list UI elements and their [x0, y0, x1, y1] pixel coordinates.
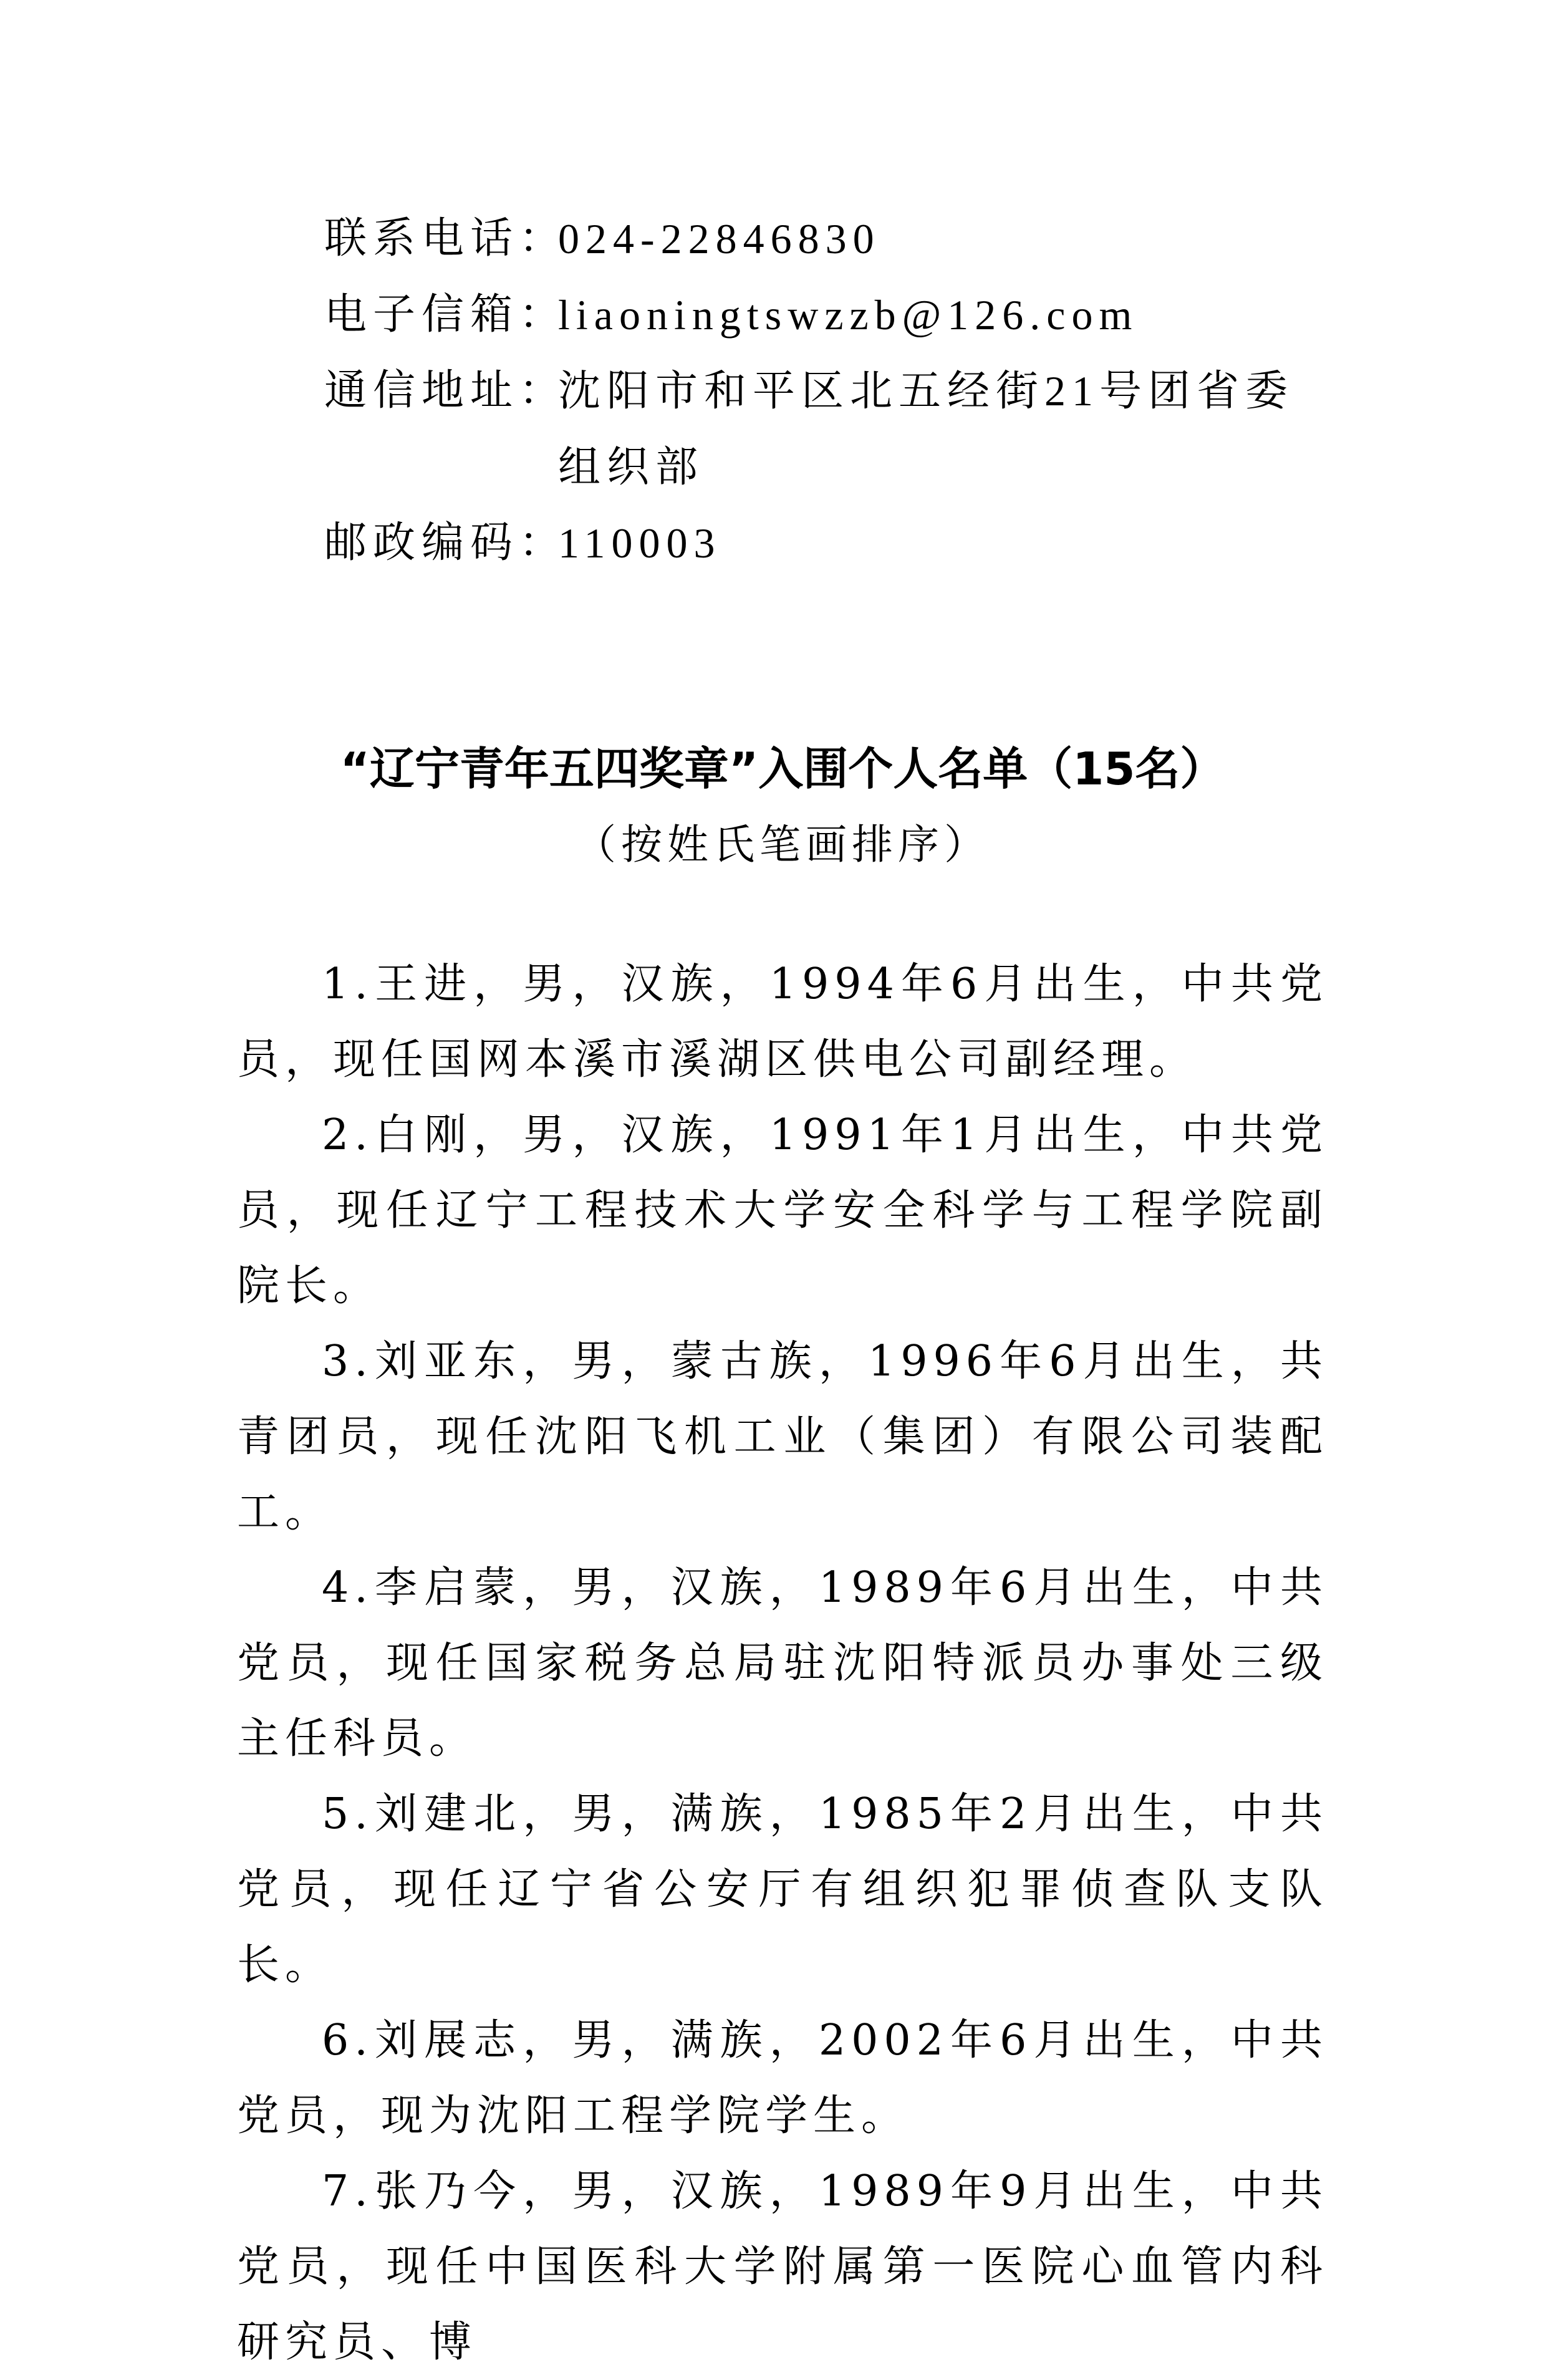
list-subtitle: （按姓氏笔画排序） [575, 821, 990, 869]
contact-email-value: liaoningtswzzb@126.com [558, 291, 1139, 339]
list-title: “辽宁青年五四奖章”入围个人名单（15名） [340, 743, 1225, 795]
nominee-entry: 7.张乃今，男，汉族，1989年9月出生，中共党员，现任中国医科大学附属第一医院心血管内科研究员、博 [237, 2167, 1328, 2367]
nominee-entry: 5.刘建北，男，满族，1985年2月出生，中共党员，现任辽宁省公安厅有组织犯罪侦查队支队长。 [237, 1790, 1328, 1990]
contact-address-row [324, 353, 1328, 505]
contact-phone-value: 024-22846830 [558, 215, 880, 263]
nominee-list [237, 947, 1328, 2380]
nominee-entry: 3.刘亚东，男，蒙古族，1996年6月出生，共青团员，现任沈阳飞机工业（集团）有限公司装配工。 [237, 1337, 1328, 1537]
contact-email-row [324, 277, 1328, 353]
nominee-entry: 1.王进，男，汉族，1994年6月出生，中共党员，现任国网本溪市溪湖区供电公司副经理。 [237, 960, 1328, 1084]
contact-phone-label: 联系电话： [324, 214, 568, 263]
contact-postcode-label: 邮政编码： [324, 518, 568, 567]
contact-phone-row [324, 201, 1328, 277]
nominee-entry: 4.李启蒙，男，汉族，1989年6月出生，中共党员，现任国家税务总局驻沈阳特派员办事处三级主任科员。 [237, 1563, 1328, 1763]
contact-address-label: 通信地址： [324, 366, 568, 415]
contact-email-label: 电子信箱： [324, 290, 568, 339]
nominee-entry: 6.刘展志，男，满族，2002年6月出生，中共党员，现为沈阳工程学院学生。 [237, 2016, 1328, 2141]
contact-info [324, 201, 1328, 581]
contact-address-value: 沈阳市和平区北五经街21号团省委组织部 [558, 367, 1294, 491]
contact-postcode-value: 110003 [558, 519, 721, 567]
nominee-entry: 2.白刚，男，汉族，1991年1月出生，中共党员，现任辽宁工程技术大学安全科学与工程学院副院长。 [237, 1111, 1328, 1311]
contact-postcode-row [324, 505, 1328, 581]
